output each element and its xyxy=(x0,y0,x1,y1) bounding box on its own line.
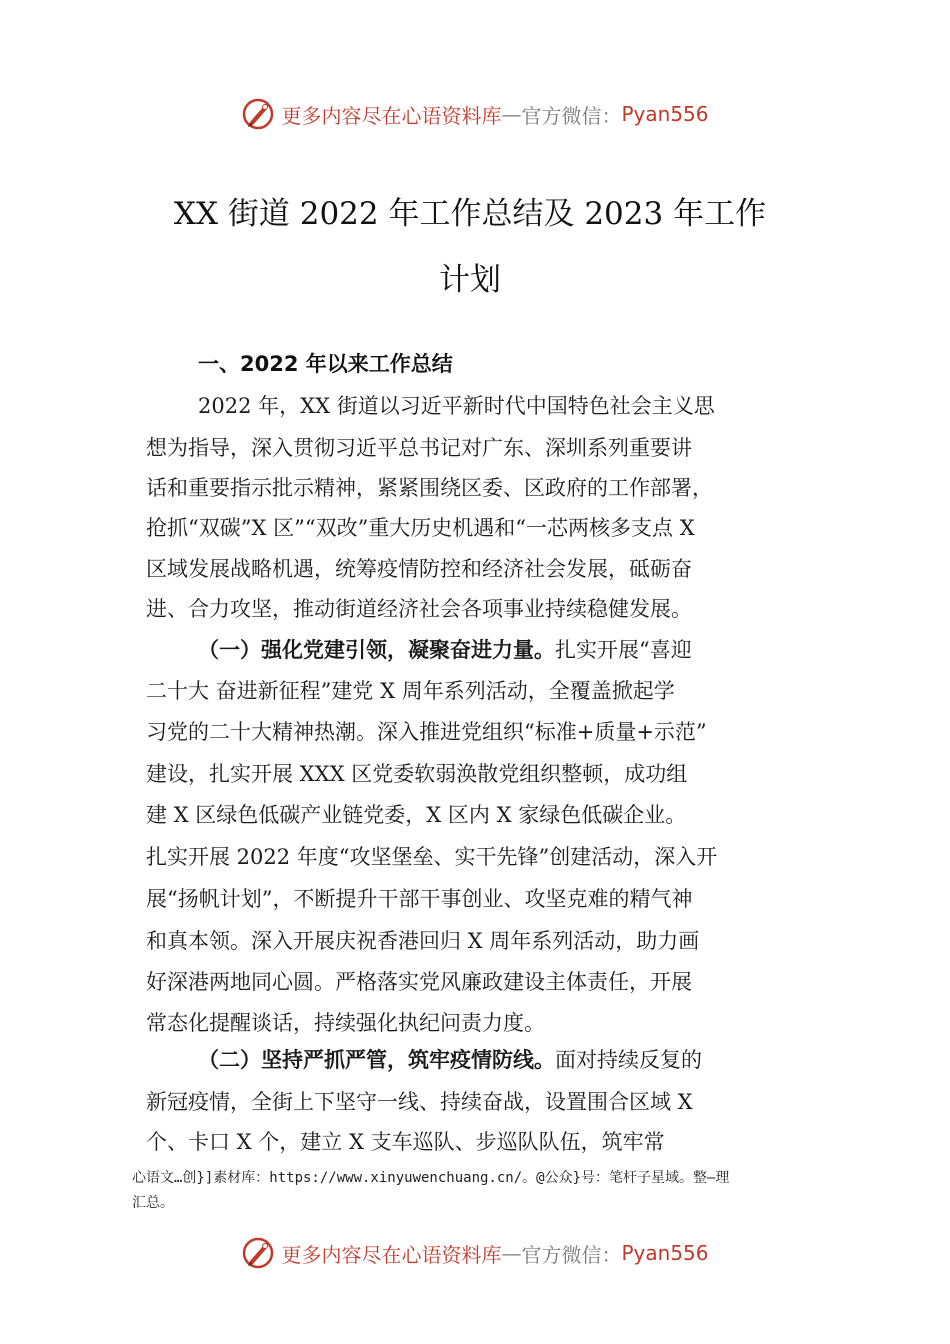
body-line: 进、合力攻坚，推动街道经济社会各项事业持续稳健发展。 xyxy=(146,597,692,621)
banner-contact-id: Pyan556 xyxy=(621,102,709,126)
body-text: 面对持续反复的 xyxy=(555,1048,702,1072)
banner-text: 更多内容尽在心语资料库 xyxy=(281,1242,502,1267)
banner-separator: — xyxy=(501,102,522,126)
document-title-line1: XX 街道 2022 年工作总结及 2023 年工作 xyxy=(173,196,767,232)
pen-logo-icon xyxy=(241,97,275,131)
document-title-line2: 计划 xyxy=(439,262,501,298)
footer-banner xyxy=(0,1233,950,1273)
banner-contact-id: Pyan556 xyxy=(621,1241,709,1265)
body-line: 常态化提醒谈话，持续强化执纪问责力度。 xyxy=(146,1011,545,1035)
body-line: 展“扬帆计划”，不断提升干部干事创业、攻坚克难的精气神 xyxy=(146,887,693,911)
body-line: 想为指导，深入贯彻习近平总书记对广东、深圳系列重要讲 xyxy=(146,436,692,460)
body-line: 二十大 奋进新征程”建党 X 周年系列活动，全覆盖掀起学 xyxy=(146,679,675,703)
body-line: 新冠疫情，全街上下坚守一线、持续奋战，设置围合区域 X xyxy=(146,1090,693,1114)
header-banner xyxy=(0,94,950,134)
footnote-line: 心语文…创}]素材库：https://www.xinyuwenchuang.cn/。@公众}号：笔杆子星域。整—理 xyxy=(132,1170,730,1186)
body-line: 扎实开展 2022 年度“攻坚堡垒、实干先锋”创建活动，深入开 xyxy=(146,845,718,869)
body-line: 2022 年，XX 街道以习近平新时代中国特色社会主义思 xyxy=(198,394,715,418)
body-line: 建 X 区绿色低碳产业链党委，X 区内 X 家绿色低碳企业。 xyxy=(146,803,687,827)
body-line: 好深港两地同心圆。严格落实党风廉政建设主体责任，开展 xyxy=(146,970,692,994)
body-line: 建设，扎实开展 XXX 区党委软弱涣散党组织整顿，成功组 xyxy=(146,762,688,786)
body-line: 抢抓“双碳”X 区”“双改”重大历史机遇和“一芯两核多支点 X xyxy=(146,516,695,540)
subsection-heading: （二）坚持严抓严管，筑牢疫情防线。 xyxy=(198,1047,555,1072)
pen-logo-icon xyxy=(241,1236,275,1270)
source-footnote xyxy=(132,1166,852,1216)
body-text: 扎实开展“喜迎 xyxy=(555,638,692,662)
subsection-first-line xyxy=(198,1046,702,1074)
banner-contact-label: 官方微信： xyxy=(521,1242,622,1267)
body-line: 话和重要指示批示精神，紧紧围绕区委、区政府的工作部署， xyxy=(146,476,713,500)
footnote-line: 汇总。 xyxy=(132,1195,174,1211)
body-line: 区域发展战略机遇，统筹疫情防控和经济社会发展，砥砺奋 xyxy=(146,557,692,581)
body-line: 个、卡口 X 个，建立 X 支车巡队、步巡队队伍，筑牢常 xyxy=(146,1130,665,1154)
subsection-heading: （一）强化党建引领，凝聚奋进力量。 xyxy=(198,637,555,662)
banner-contact-label: 官方微信： xyxy=(521,103,622,128)
section-heading: 一、2022 年以来工作总结 xyxy=(198,352,453,376)
subsection-first-line xyxy=(198,636,692,664)
body-line: 和真本领。深入开展庆祝香港回归 X 周年系列活动，助力画 xyxy=(146,929,700,953)
banner-separator: — xyxy=(501,1241,522,1265)
body-line: 习党的二十大精神热潮。深入推进党组织“标准+质量+示范” xyxy=(146,720,707,744)
banner-text: 更多内容尽在心语资料库 xyxy=(281,103,502,128)
